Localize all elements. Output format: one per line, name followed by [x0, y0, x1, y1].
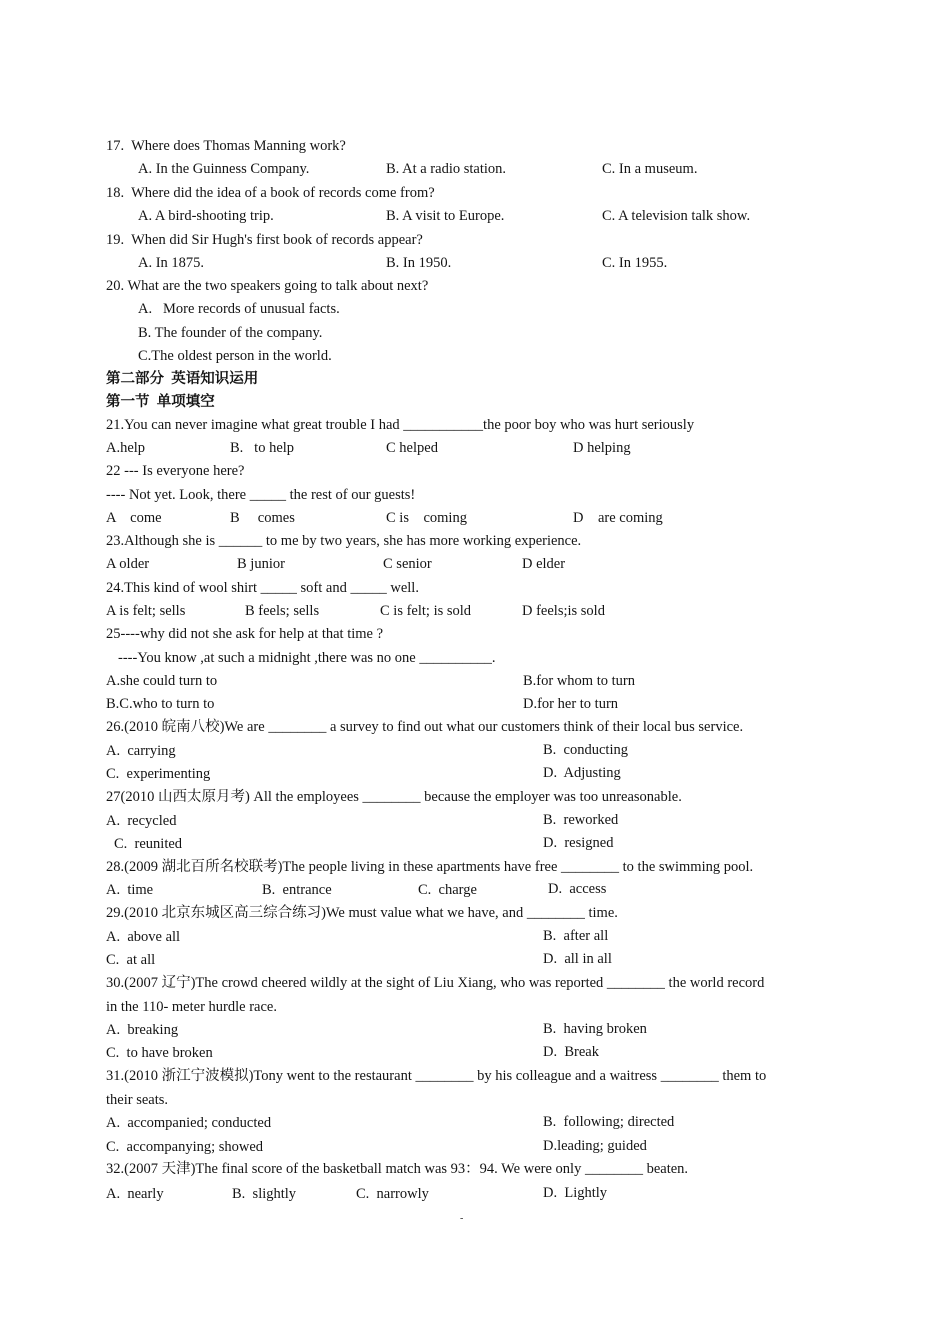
question-21-option-b: B. to help: [230, 440, 295, 456]
question-30-option-d: D. Break: [543, 1044, 599, 1060]
question-30-stem-continued: in the 110- meter hurdle race.: [106, 999, 277, 1015]
question-17-option-c: C. In a museum.: [602, 161, 698, 177]
question-24-option-a: A is felt; sells: [106, 603, 186, 619]
question-17-option-b: B. At a radio station.: [386, 161, 507, 177]
question-26-option-c: C. experimenting: [106, 766, 211, 782]
question-24-stem: 24.This kind of wool shirt _____ soft and _____ well.: [106, 580, 419, 596]
question-27-option-c: C. reunited: [114, 836, 183, 852]
question-27-option-a: A. recycled: [106, 813, 177, 829]
question-17-stem: 17. Where does Thomas Manning work?: [106, 138, 346, 154]
question-21-stem: 21.You can never imagine what great trouble I had ___________the poor boy who was hurt seriously: [106, 417, 695, 433]
question-19-option-a: A. In 1875.: [138, 255, 205, 271]
question-19-stem: 19. When did Sir Hugh's first book of records appear?: [106, 232, 423, 248]
question-25-option-d: D.for her to turn: [523, 696, 619, 712]
question-30-stem: 30.(2007 辽宁)The crowd cheered wildly at the sight of Liu Xiang, who was reported ________ the world record: [106, 975, 765, 991]
question-31-stem: 31.(2010 浙江宁波模拟)Tony went to the restaurant ________ by his colleague and a waitress ________ them to: [106, 1068, 767, 1084]
question-18-option-b: B. A visit to Europe.: [386, 208, 505, 224]
question-26-stem: 26.(2010 皖南八校)We are ________ a survey to find out what our customers think of their local bus service.: [106, 719, 744, 735]
question-24-option-d: D feels;is sold: [522, 603, 605, 619]
question-25-option-c: B.C.who to turn to: [106, 696, 215, 712]
question-28-option-a: A. time: [106, 882, 154, 898]
question-28-stem: 28.(2009 湖北百所名校联考)The people living in these apartments have free ________ to the swimming pool.: [106, 859, 754, 875]
question-31-option-b: B. following; directed: [543, 1114, 675, 1130]
question-32-option-d: D. Lightly: [543, 1185, 608, 1201]
question-17-option-a: A. In the Guinness Company.: [138, 161, 310, 177]
question-22-option-d: D are coming: [573, 510, 663, 526]
question-26-option-a: A. carrying: [106, 743, 176, 759]
question-29-option-b: B. after all: [543, 928, 609, 944]
section-title: 第一节 单项填空: [106, 394, 215, 410]
page-mark: -: [460, 1213, 464, 1224]
question-29-option-d: D. all in all: [543, 951, 612, 967]
question-21-option-d: D helping: [573, 440, 631, 456]
question-22-stem: 22 --- Is everyone here?: [106, 463, 245, 479]
question-23-option-c: C senior: [383, 556, 432, 572]
question-24-option-c: C is felt; is sold: [380, 603, 472, 619]
question-19-option-b: B. In 1950.: [386, 255, 452, 271]
question-28-option-b: B. entrance: [262, 882, 332, 898]
question-18-option-c: C. A television talk show.: [602, 208, 751, 224]
question-18-stem: 18. Where did the idea of a book of records come from?: [106, 185, 435, 201]
question-29-option-c: C. at all: [106, 952, 156, 968]
question-32-option-b: B. slightly: [232, 1186, 297, 1202]
question-24-option-b: B feels; sells: [245, 603, 320, 619]
question-27-stem: 27(2010 山西太原月考) All the employees ________ because the employer was too unreasonable.: [106, 789, 682, 805]
question-29-stem: 29.(2010 北京东城区高三综合练习)We must value what we have, and ________ time.: [106, 905, 618, 921]
question-29-option-a: A. above all: [106, 929, 181, 945]
question-31-option-c: C. accompanying; showed: [106, 1139, 264, 1155]
question-21-option-c: C helped: [386, 440, 438, 456]
question-22-option-c: C is coming: [386, 510, 467, 526]
question-26-option-b: B. conducting: [543, 742, 628, 758]
question-31-stem-continued: their seats.: [106, 1092, 169, 1108]
question-20-option-c: C.The oldest person in the world.: [138, 348, 332, 364]
question-22-option-b: B comes: [230, 510, 295, 526]
question-20-option-a: A. More records of unusual facts.: [138, 301, 340, 317]
question-26-option-d: D. Adjusting: [543, 765, 621, 781]
question-30-option-c: C. to have broken: [106, 1045, 213, 1061]
question-19-option-c: C. In 1955.: [602, 255, 668, 271]
question-31-option-d: D.leading; guided: [543, 1138, 647, 1154]
question-21-option-a: A.help: [106, 440, 146, 456]
question-27-option-d: D. resigned: [543, 835, 614, 851]
question-25-reply: ----You know ,at such a midnight ,there was no one __________.: [118, 650, 496, 666]
question-27-option-b: B. reworked: [543, 812, 619, 828]
question-20-option-b: B. The founder of the company.: [138, 325, 323, 341]
question-25-option-b: B.for whom to turn: [523, 673, 635, 689]
question-23-stem: 23.Although she is ______ to me by two years, she has more working experience.: [106, 533, 582, 549]
question-32-option-c: C. narrowly: [356, 1186, 429, 1202]
question-25-option-a: A.she could turn to: [106, 673, 218, 689]
question-25-stem: 25----why did not she ask for help at that time ?: [106, 626, 384, 642]
question-18-option-a: A. A bird-shooting trip.: [138, 208, 274, 224]
question-30-option-b: B. having broken: [543, 1021, 647, 1037]
question-22-reply: ---- Not yet. Look, there _____ the rest of our guests!: [106, 487, 416, 503]
question-30-option-a: A. breaking: [106, 1022, 179, 1038]
question-32-option-a: A. nearly: [106, 1186, 164, 1202]
question-20-stem: 20. What are the two speakers going to talk about next?: [106, 278, 429, 294]
question-31-option-a: A. accompanied; conducted: [106, 1115, 272, 1131]
question-23-option-a: A older: [106, 556, 150, 572]
question-23-option-b: B junior: [237, 556, 285, 572]
question-23-option-d: D elder: [522, 556, 566, 572]
question-28-option-d: D. access: [548, 881, 607, 897]
part-title: 第二部分 英语知识运用: [106, 371, 259, 387]
question-32-stem: 32.(2007 天津)The final score of the basketball match was 93：94. We were only ________ beaten.: [106, 1161, 689, 1177]
question-22-option-a: A come: [106, 510, 162, 526]
question-28-option-c: C. charge: [418, 882, 477, 898]
